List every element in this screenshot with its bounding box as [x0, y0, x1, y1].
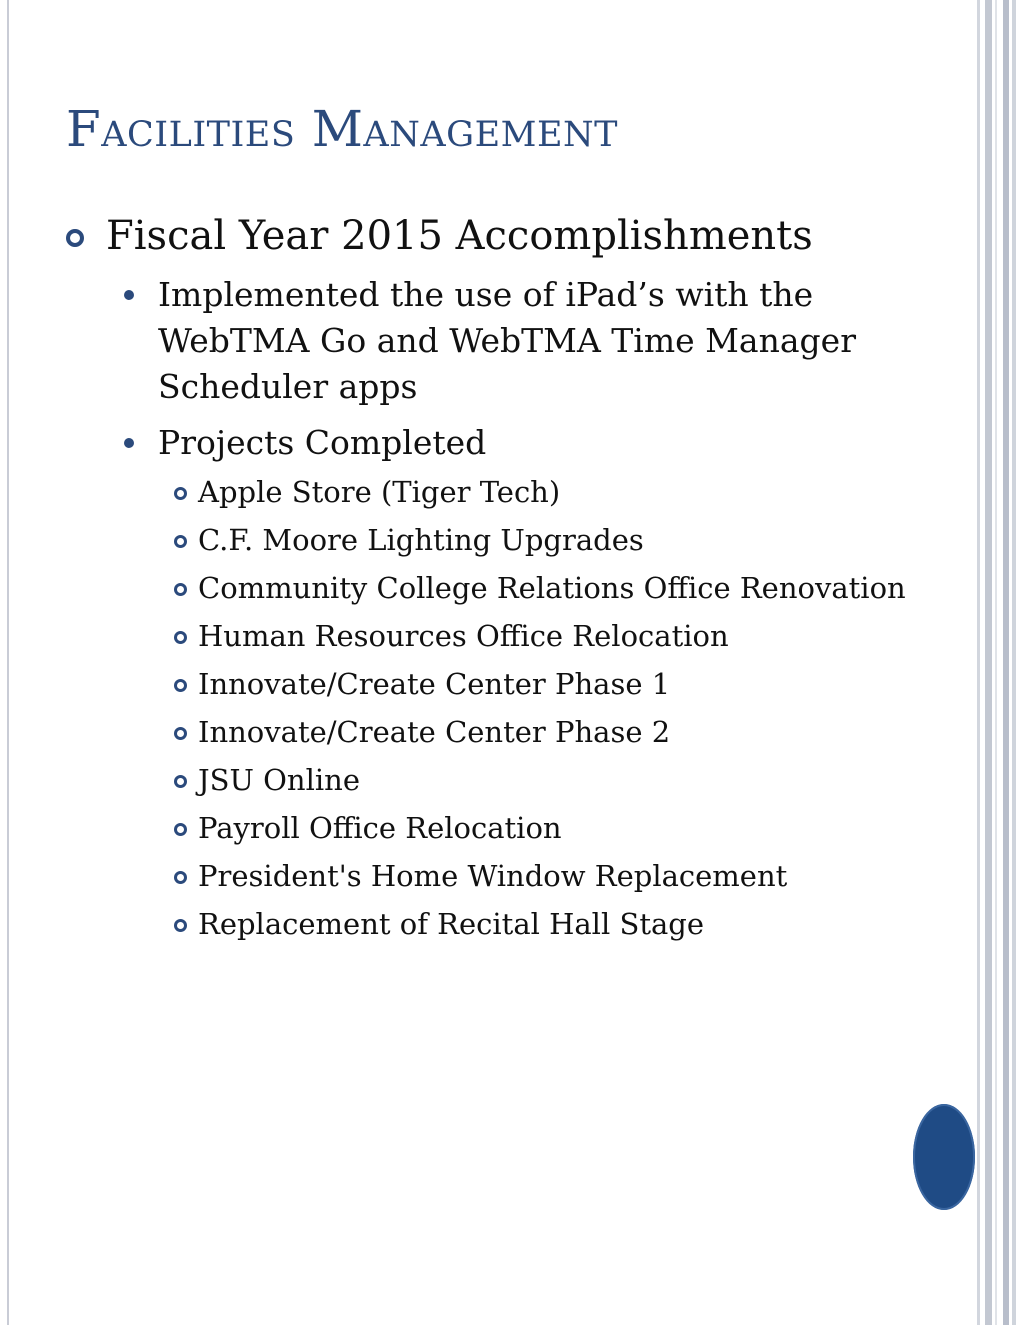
project-text: Apple Store (Tiger Tech) [198, 475, 561, 509]
project-item [62, 856, 942, 896]
left-border-line [7, 0, 9, 1325]
project-item [62, 664, 942, 704]
ring-bullet-icon [174, 679, 187, 692]
project-item [62, 616, 942, 656]
project-text: Community College Relations Office Renovation [198, 571, 906, 605]
right-stripe [985, 0, 992, 1325]
right-stripe [977, 0, 980, 1325]
level1-text: Fiscal Year 2015 Accomplishments [106, 213, 813, 259]
level2-item [62, 420, 942, 466]
project-item [62, 568, 942, 608]
ring-bullet-icon [174, 775, 187, 788]
level2-text: Projects Completed [158, 423, 487, 462]
project-text: C.F. Moore Lighting Upgrades [198, 523, 644, 557]
ring-bullet-icon [174, 823, 187, 836]
ring-bullet-icon [174, 487, 187, 500]
ring-bullet-icon [174, 583, 187, 596]
slide-content [62, 210, 942, 944]
project-item [62, 760, 942, 800]
decorative-oval [913, 1104, 975, 1210]
right-stripe [1003, 0, 1009, 1325]
ring-bullet-icon [174, 919, 187, 932]
project-item [62, 472, 942, 512]
level2-text: Implemented the use of iPad’s with the WebTMA Go and WebTMA Time Manager Scheduler apps [158, 275, 856, 406]
project-text: Replacement of Recital Hall Stage [198, 907, 704, 941]
ring-bullet-icon [174, 535, 187, 548]
project-item [62, 904, 942, 944]
project-text: Innovate/Create Center Phase 1 [198, 667, 671, 701]
right-stripe [995, 0, 997, 1325]
project-item [62, 520, 942, 560]
project-text: JSU Online [198, 763, 360, 797]
ring-bullet-icon [174, 727, 187, 740]
right-stripe [1012, 0, 1016, 1325]
ring-bullet-icon [174, 631, 187, 644]
dot-bullet-icon [124, 290, 134, 300]
project-item [62, 808, 942, 848]
ring-bullet-icon [174, 871, 187, 884]
project-text: Human Resources Office Relocation [198, 619, 729, 653]
project-text: Innovate/Create Center Phase 2 [198, 715, 671, 749]
level2-item [62, 272, 942, 410]
slide-title: Facilities Management [66, 100, 618, 158]
project-text: Payroll Office Relocation [198, 811, 562, 845]
project-item [62, 712, 942, 752]
project-text: President's Home Window Replacement [198, 859, 788, 893]
level1-item [62, 210, 942, 262]
dot-bullet-icon [124, 438, 134, 448]
ring-bullet-icon [66, 229, 84, 247]
